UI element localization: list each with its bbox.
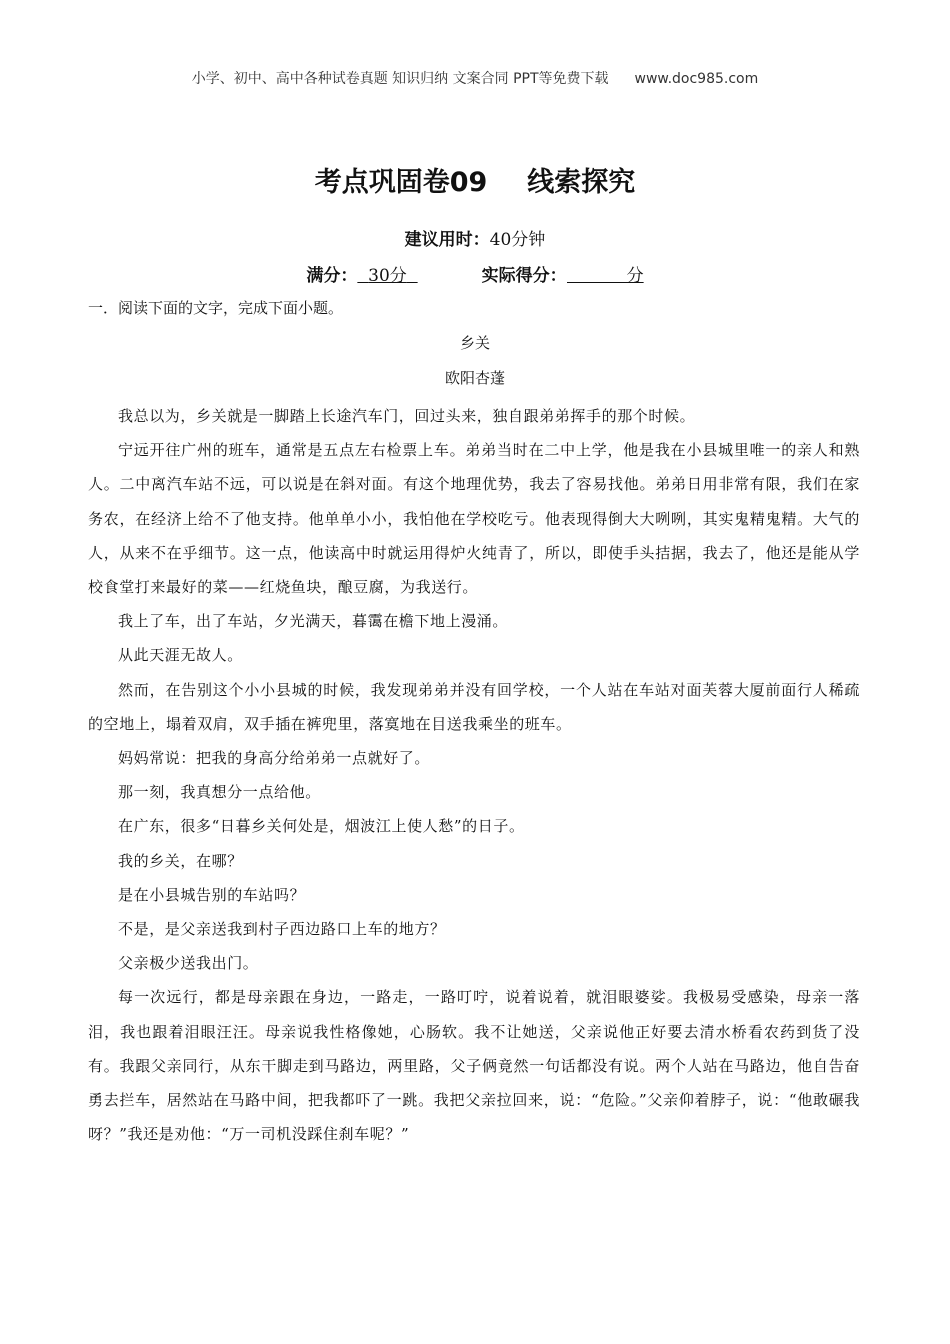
paragraph: 我上了车，出了车站，夕光满天，暮霭在檐下地上漫涌。 <box>118 612 509 631</box>
actual-score-unit: 分 <box>626 266 644 286</box>
actual-score-label: 实际得分： <box>481 266 567 286</box>
paragraph: 那一刻，我真想分一点给他。 <box>118 783 321 802</box>
title-part1: 考点巩固卷09 <box>314 167 488 198</box>
actual-score-blank[interactable] <box>567 266 627 283</box>
paragraph: 宁远开往广州的班车，通常是五点左右检票上车。弟弟当时在二中上学，他是我在小县城里唯一的亲人和熟人。二中离汽车站不远，可以说是在斜对面。有这个地理优势，我去了容易找他。弟弟日用非常有限，我们在家务农，在经济上给不了他支持。他单单小小，我怕他在学校吃亏。他表现得倒大大咧咧，其实鬼精鬼精。大气的人，从来不在乎细节。这一点，他读高中时就运用得炉火纯青了，所以，即使手头拮据，我去了，他还是能从学校食堂打来最好的菜——红烧鱼块，酿豆腐，为我送行。 <box>88 441 860 597</box>
paragraph: 不是，是父亲送我到村子西边路口上车的地方？ <box>118 920 446 939</box>
score-line <box>0 261 950 286</box>
paragraph: 父亲极少送我出门。 <box>118 954 259 973</box>
time-label: 建议用时： <box>404 230 490 250</box>
page-header <box>0 68 950 88</box>
paragraph: 妈妈常说：把我的身高分给弟弟一点就好了。 <box>118 749 431 768</box>
paragraph: 我总以为，乡关就是一脚踏上长途汽车门，回过头来，独自跟弟弟挥手的那个时候。 <box>118 407 696 425</box>
title-part2: 线索探究 <box>527 167 636 198</box>
paragraph: 在广东，很多“日暮乡关何处是，烟波江上使人愁”的日子。 <box>118 817 525 836</box>
paragraph: 我的乡关，在哪？ <box>118 851 243 870</box>
paragraph: 是在小县城告别的车站吗？ <box>118 885 306 904</box>
suggested-time <box>0 225 950 250</box>
article-title: 乡关 <box>459 334 490 352</box>
full-score-value: 30分 <box>368 266 407 286</box>
page-title <box>0 160 950 199</box>
time-value: 40分钟 <box>489 230 546 250</box>
paragraph: 然而，在告别这个小小县城的时候，我发现弟弟并没有回学校，一个人站在车站对面芙蓉大厦前面行人稀疏的空地上，塌着双肩，双手插在裤兜里，落寞地在目送我乘坐的班车。 <box>88 680 860 733</box>
section-heading: 一．阅读下面的文字，完成下面小题。 <box>88 299 344 317</box>
paragraph: 从此天涯无故人。 <box>118 646 243 665</box>
paragraph: 每一次远行，都是母亲跟在身边，一路走，一路叮咛，说着说着，就泪眼婆娑。我极易受感染，母亲一落泪，我也跟着泪眼汪汪。母亲说我性格像她，心肠软。我不让她送，父亲说他正好要去清水桥看农药到货了没有。我跟父亲同行，从东干脚走到马路边，两里路，父子俩竟然一句话都没有说。两个人站在马路边，他自告奋勇去拦车，居然站在马路中间，把我都吓了一跳。我把父亲拉回来，说：“危险。”父亲仰着脖子，说：“他敢碾我呀？”我还是劝他：“万一司机没踩住刹车呢？” <box>88 988 860 1144</box>
header-tagline: 小学、初中、高中各种试卷真题 知识归纳 文案合同 PPT等免费下载 <box>191 71 609 87</box>
article-body <box>88 399 860 1151</box>
full-score-label: 满分： <box>306 266 358 286</box>
header-url[interactable]: www.doc985.com <box>634 71 759 87</box>
article-author: 欧阳杏蓬 <box>444 369 505 387</box>
